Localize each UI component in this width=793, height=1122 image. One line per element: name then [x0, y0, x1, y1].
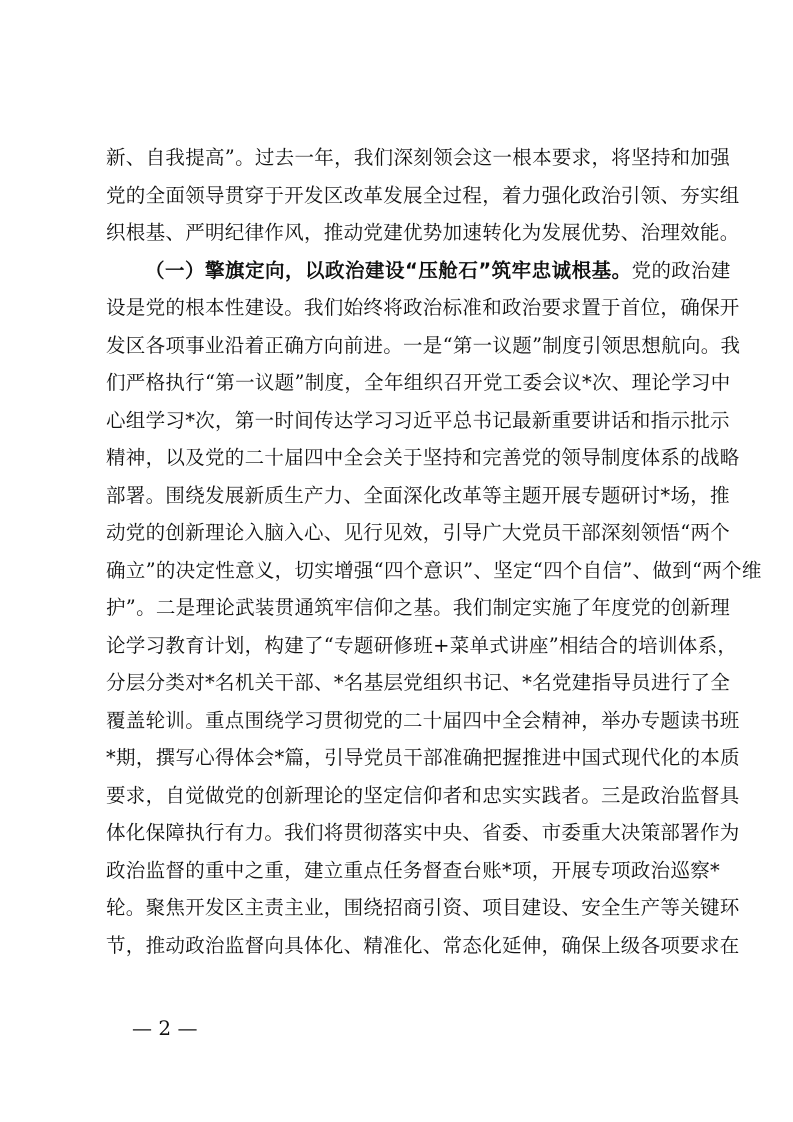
text-line: 部署。围绕发展新质生产力、全面深化改革等主题开展专题研讨*场，推 [106, 483, 730, 507]
text-line: 体化保障执行有力。我们将贯彻落实中央、省委、市委重大决策部署作为 [106, 821, 740, 844]
text-line: 节，推动政治监督向具体化、精准化、常态化延伸，确保上级各项要求在 [106, 933, 740, 957]
text-line: 新、自我提高”。过去一年，我们深刻领会这一根本要求，将坚持和加强 [106, 146, 731, 169]
text-line: 确立”的决定性意义，切实增强“四个意识”、坚定“四个自信”、做到“两个维 [106, 558, 762, 582]
section-heading: （一）擎旗定向，以政治建设“压舱石”筑牢忠诚根基。 [145, 258, 632, 282]
text-line: 精神，以及党的二十届四中全会关于坚持和完善党的领导制度体系的战略 [106, 446, 740, 469]
text-line: 发区各项事业沿着正确方向前进。一是“第一议题”制度引领思想航向。我 [106, 333, 741, 357]
text-line: 心组学习*次，第一时间传达学习习近平总书记最新重要讲话和指示批示 [106, 408, 730, 432]
page-number: — 2 — [132, 1016, 198, 1040]
text-line: 设是党的根本性建设。我们始终将政治标准和政治要求置于首位，确保开 [106, 296, 740, 319]
text-line: 分层分类对*名机关干部、*名基层党组织书记、*名党建指导员进行了全 [106, 671, 731, 694]
text-line: *期，撰写心得体会*篇，引导党员干部准确把握推进中国式现代化的本质 [106, 746, 740, 769]
section-heading-line [106, 252, 731, 290]
text-line: 党的全面领导贯穿于开发区改革发展全过程，着力强化政治引领、夯实组 [106, 183, 740, 207]
text-line: 要求，自觉做党的创新理论的坚定信仰者和忠实实践者。三是政治监督具 [106, 783, 740, 807]
text-line: 轮。聚焦开发区主责主业，围绕招商引资、项目建设、安全生产等关键环 [106, 896, 740, 919]
text-line: 覆盖轮训。重点围绕学习贯彻党的二十届四中全会精神，举办专题读书班 [106, 708, 740, 732]
section-heading-continuation: 党的政治建 [631, 258, 731, 282]
text-line: 论学习教育计划，构建了“专题研修班+菜单式讲座”相结合的培训体系， [106, 633, 738, 657]
text-line: 们严格执行“第一议题”制度，全年组织召开党工委会议*次、理论学习中 [106, 371, 731, 394]
text-line: 护”。二是理论武装贯通筑牢信仰之基。我们制定实施了年度党的创新理 [106, 596, 731, 619]
text-line: 织根基、严明纪律作风，推动党建优势加速转化为发展优势、治理效能。 [106, 221, 740, 244]
body-text [106, 139, 762, 964]
text-line: 动党的创新理论入脑入心、见行见效，引导广大党员干部深刻领悟“两个 [106, 521, 731, 544]
text-line: 政治监督的重中之重，建立重点任务督查台账*项，开展专项政治巡察* [106, 858, 721, 882]
